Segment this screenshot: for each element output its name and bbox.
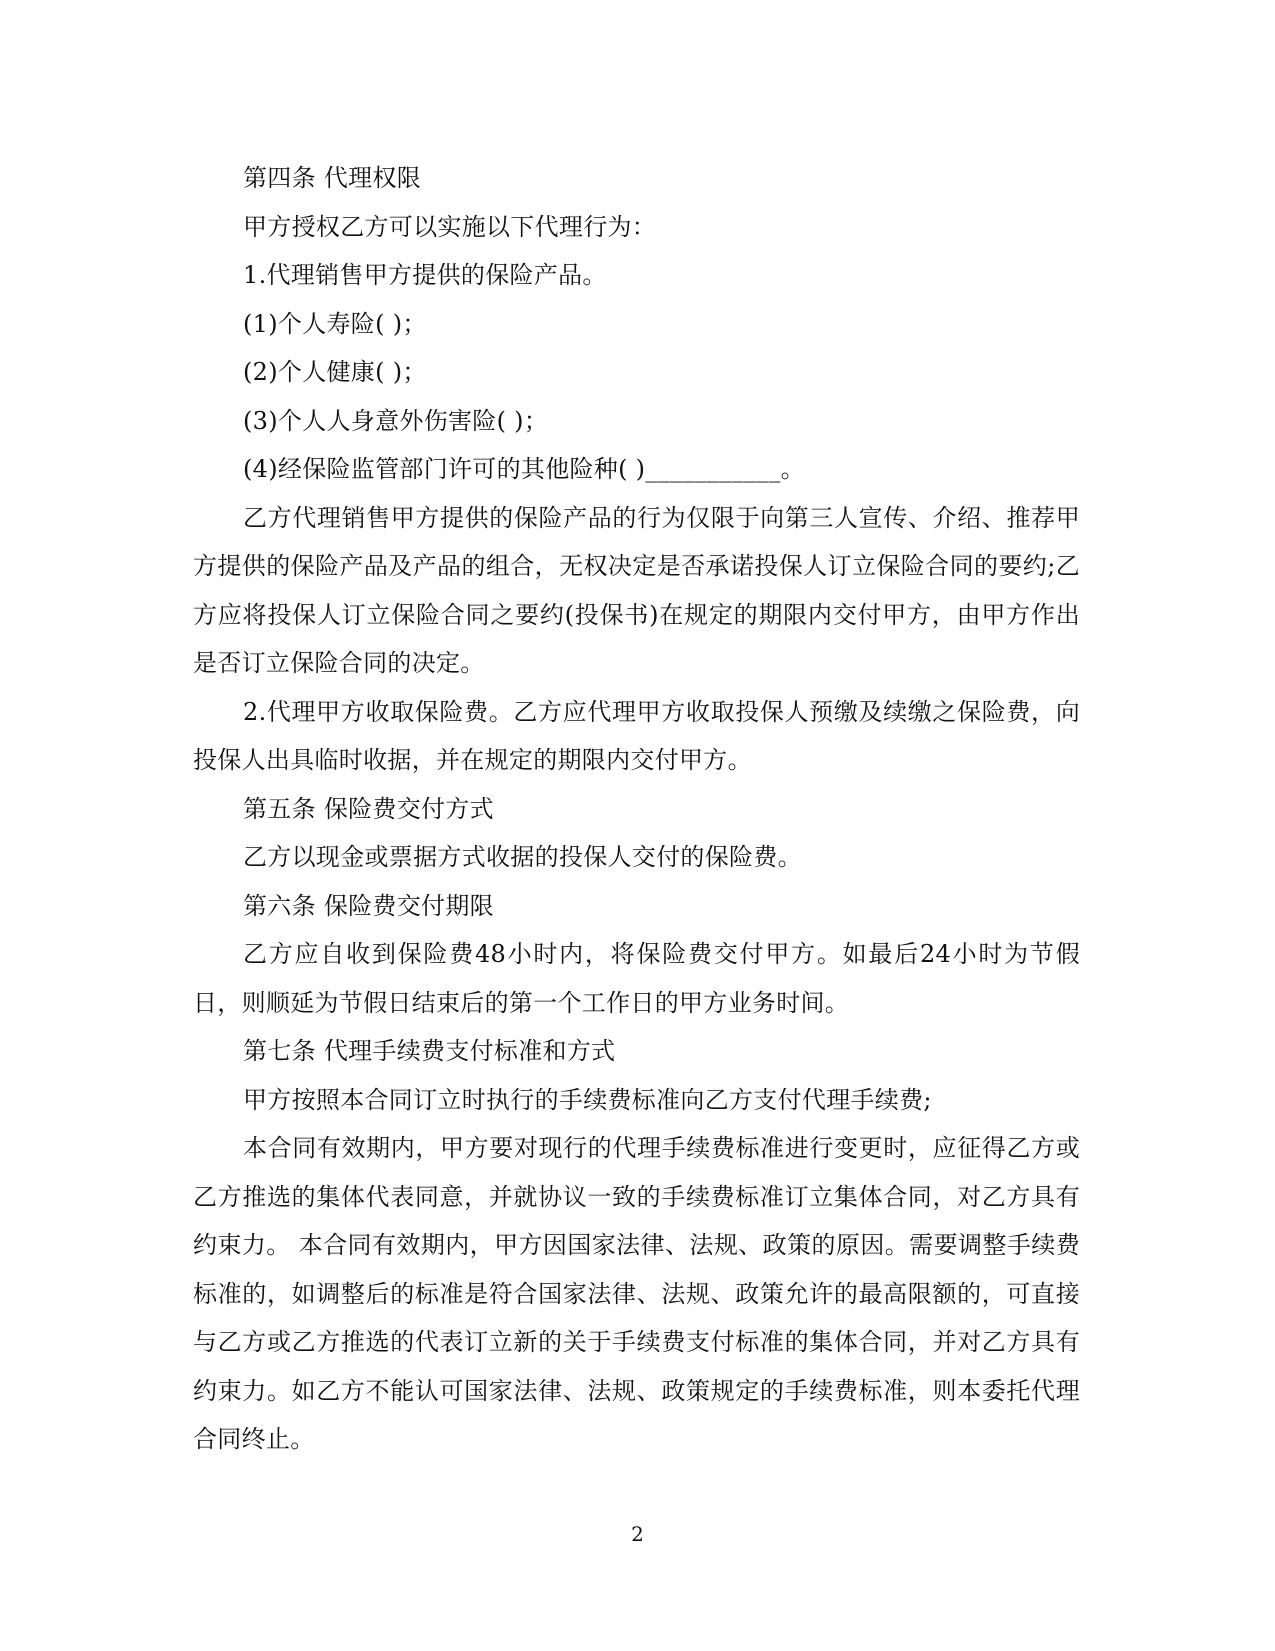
paragraph-subitem-4: (4)经保险监管部门许可的其他险种( )___________。 <box>243 455 805 483</box>
paragraph-item-2: 2.代理甲方收取保险费。乙方应代理甲方收取投保人预缴及续缴之保险费，向投保人出具临时收据，并在规定的期限内交付甲方。 <box>193 697 1080 774</box>
article-5-heading: 第五条 保险费交付方式 <box>243 794 494 823</box>
paragraph-payment-deadline: 乙方应自收到保险费48小时内，将保险费交付甲方。如最后24小时为节假日，则顺延为节假日结束后的第一个工作日的甲方业务时间。 <box>193 940 1080 1017</box>
paragraph-payment-method: 乙方以现金或票据方式收据的投保人交付的保险费。 <box>243 843 802 871</box>
paragraph-subitem-2: (2)个人健康( )； <box>243 358 427 386</box>
article-7-heading: 第七条 代理手续费支付标准和方式 <box>243 1037 616 1065</box>
paragraph-fee-standard: 甲方按照本合同订立时执行的手续费标准向乙方支付代理手续费; <box>243 1085 932 1114</box>
paragraph-subitem-1: (1)个人寿险( )； <box>243 309 427 338</box>
paragraph-item-1: 1.代理销售甲方提供的保险产品。 <box>243 261 607 289</box>
paragraph-fee-change: 本合同有效期内，甲方要对现行的代理手续费标准进行变更时，应征得乙方或乙方推选的集体代表同意，并就协议一致的手续费标准订立集体合同，对乙方具有约束力。 本合同有效期内，甲方因国家法律、法规、政策的原因。需要调整手续费标准的，如调整后的标准是符合国家法律、法规、政策允许的最高限额的，可直接与乙方或乙方推选的代表订立新的关于手续费支付标准的集体合同，并对乙方具有约束力。如乙方不能认可国家法律、法规、政策规定的手续费标准，则本委托代理合同终止。 <box>193 1134 1080 1453</box>
document-body <box>193 154 1080 1464</box>
article-6-heading: 第六条 保险费交付期限 <box>243 891 494 920</box>
article-4-heading: 第四条 代理权限 <box>243 164 422 192</box>
paragraph-authorization: 甲方授权乙方可以实施以下代理行为： <box>243 212 657 241</box>
paragraph-sales-scope: 乙方代理销售甲方提供的保险产品的行为仅限于向第三人宣传、介绍、推荐甲方提供的保险产品及产品的组合，无权决定是否承诺投保人订立保险合同的要约;乙方应将投保人订立保险合同之要约(投保书)在规定的期限内交付甲方，由甲方作出是否订立保险合同的决定。 <box>193 503 1080 677</box>
page-number: 2 <box>631 1522 644 1546</box>
paragraph-subitem-3: (3)个人人身意外伤害险( )； <box>243 406 549 435</box>
